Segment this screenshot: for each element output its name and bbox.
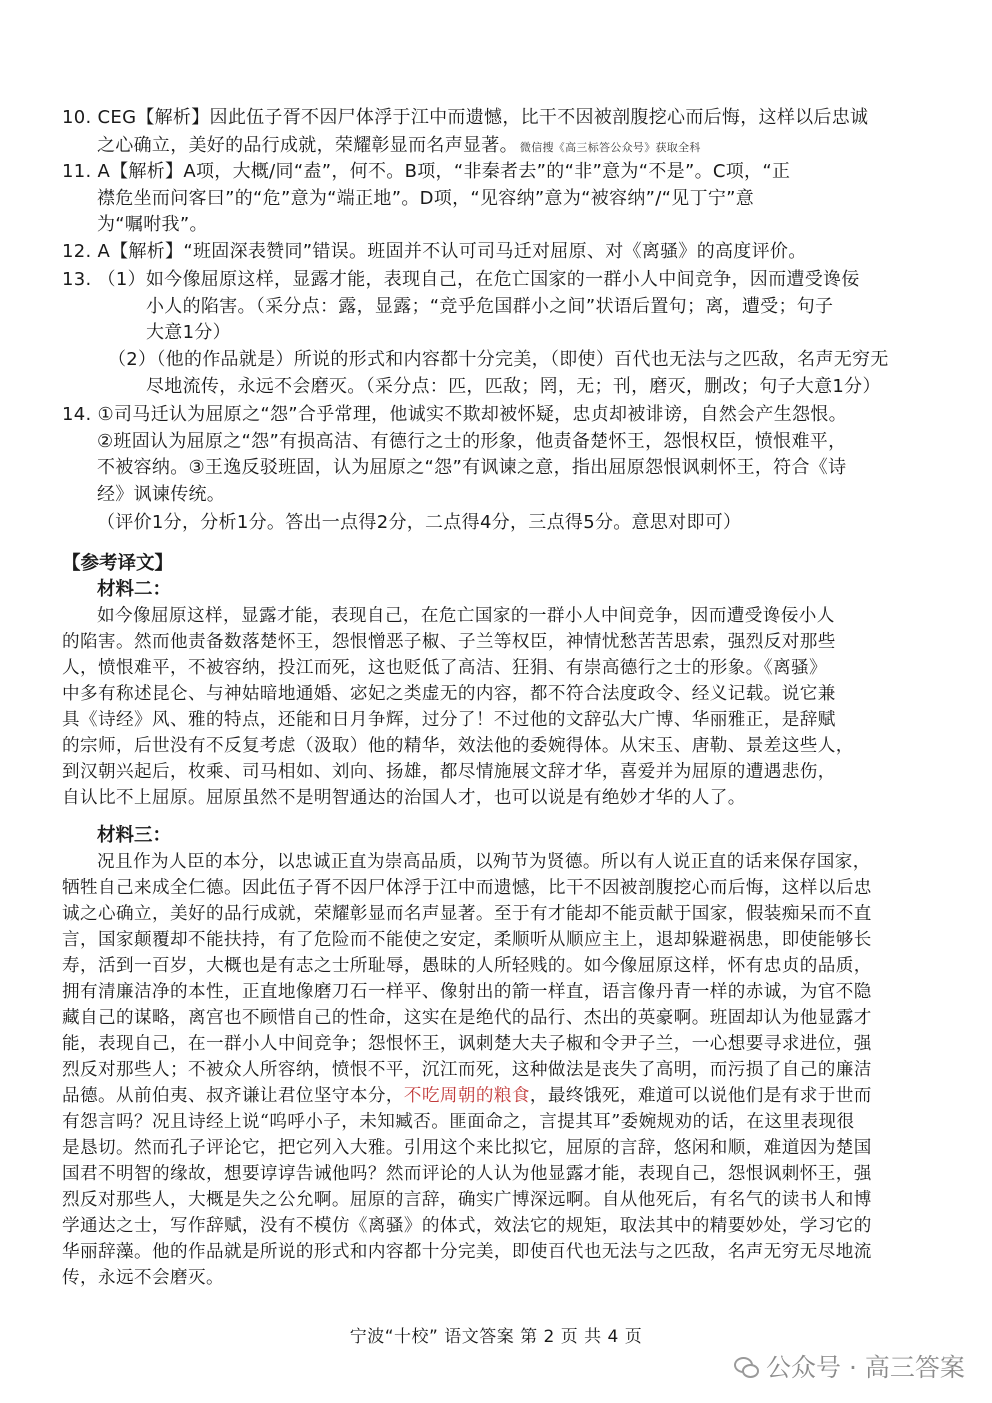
material-3-line: 言，国家颠覆却不能扶持，有了危险而不能使之安定，柔顺听从顺应主上，退却躲避祸患，即使能够长 [62,930,872,950]
page-footer: 宁波“十校” 语文答案 第 2 页 共 4 页 [349,1327,643,1347]
answer-14-line-3: 不被容纳。③王逸反驳班固，认为屈原之“怨”有讽谏之意，指出屈原怨恨讽刺怀王，符合《诗 [97,457,847,478]
translation-heading: 【参考译文】 [62,553,174,574]
answer-13-1-line-1: 13. （1）如今像屈原这样，显露才能，表现自己，在危亡国家的一群小人中间竞争，因而遭受谗佞 [62,269,860,290]
answer-13-2-line-1: （2）（他的作品就是）所说的形式和内容都十分完美，（即使）百代也无法与之匹敌，名声无穷无 [108,349,889,370]
material-3-line-start: 品德。从前伯夷、叔齐谦让君位坚守本分， [62,1086,404,1106]
material-3-line: 寿，活到一百岁，大概也是有志之士所耻辱，愚昧的人所轻贱的。如今像屈原这样，怀有忠贞的品质， [62,956,872,976]
material-3-line: 传，永远不会磨灭。 [62,1268,224,1288]
material-2-line: 中多有称述昆仑、与神姑暗地通婚、宓妃之类虚无的内容，都不符合法度政令、经义记载。说它兼 [62,684,836,704]
material-3-line [62,1084,872,1108]
answer-11-line-3: 为“嘱咐我”。 [97,214,208,235]
material-3-red-annotation: 不吃周朝的粮食 [403,1086,530,1106]
answer-10-line-1: 10. CEG【解析】因此伍子胥不因尸体浮于江中而遗憾，比干不因被剖腹挖心而后悔，这样以后忠诚 [62,107,869,128]
material-3-line: 华丽辞藻。他的作品就是所说的形式和内容都十分完美，即使百代也无法与之匹敌，名声无穷无尽地流 [62,1242,872,1262]
answer-10-line-2 [97,134,701,160]
answer-10-line-2-text: 之心确立，美好的品行成就，荣耀彰显而名声显著。 [97,135,518,156]
material-3-line: 牺牲自己来成全仁德。因此伍子胥不因尸体浮于江中而遗憾，比干不因被剖腹挖心而后悔，这样以后忠 [62,878,872,898]
material-2-line: 的陷害。然而他责备数落楚怀王，怨恨憎恶子椒、子兰等权臣，神情忧愁苦苦思索，强烈反对那些 [62,632,836,652]
material-2-title: 材料二： [97,579,172,600]
answer-13-2-line-2: 尽地流传，永远不会磨灭。（采分点：匹，匹敌；罔，无；刊，磨灭，删改；句子大意1分） [146,376,881,397]
answer-12: 12. A【解析】“班固深表赞同”错误。班固并不认可司马迁对屈原、对《离骚》的高度评价。 [62,241,807,262]
material-3-line: 况且作为人臣的本分，以忠诚正直为崇高品质，以殉节为贤德。所以有人说正直的话来保存国家， [97,852,871,872]
material-3-line: 有怨言吗？况且诗经上说“呜呼小子，未知臧否。匪面命之，言提其耳”委婉规劝的话，在这里表现很 [62,1112,855,1132]
material-2-line: 如今像屈原这样，显露才能，表现自己，在危亡国家的一群小人中间竞争，因而遭受谗佞小人 [97,606,835,626]
material-3-line-end: ，最终饿死，难道可以说他们是有求于世而 [529,1086,872,1106]
material-2-line: 到汉朝兴起后，枚乘、司马相如、刘向、扬雄，都尽情施展文辞才华，喜爱并为屈原的遭遇悲伤， [62,762,836,782]
watermark [734,1348,965,1384]
material-3-line: 烈反对那些人，大概是失之公允啊。屈原的言辞，确实广博深远啊。自从他死后，有名气的读书人和博 [62,1190,872,1210]
answer-11-line-2: 襟危坐而问客曰”的“危”意为“端正地”。D项，“见容纳”意为“被容纳”/“见丁宁”意 [97,188,755,209]
material-3-line: 诚之心确立，美好的品行成就，荣耀彰显而名声显著。至于有才能却不能贡献于国家，假装痴呆而不直 [62,904,872,924]
material-3-title: 材料三： [97,825,172,846]
material-2-line: 人，愤恨难平，不被容纳，投江而死，这也贬低了高洁、狂狷、有崇高德行之士的形象。《离骚》 [62,658,827,678]
material-3-line: 烈反对那些人；不被众人所容纳，愤恨不平，沉江而死，这种做法是丧失了高明，而污损了自己的廉洁 [62,1060,872,1080]
material-3-line: 国君不明智的缘故，想要谆谆告诫他吗？然而评论的人认为他显露才能，表现自己，怨恨讽刺怀王，强 [62,1164,872,1184]
material-2-line: 自认比不上屈原。屈原虽然不是明智通达的治国人才，也可以说是有绝妙才华的人了。 [62,788,746,808]
wechat-note: 微信搜《高三标答公众号》获取全科 [519,141,701,154]
material-2-line: 的宗师，后世没有不反复考虑（汲取）他的精华，效法他的委婉得体。从宋玉、唐勒、景差这些人， [62,736,854,756]
material-3-line: 拥有清廉洁净的本性，正直地像磨刀石一样平、像射出的箭一样直，语言像丹青一样的赤诚，为官不隐 [62,982,872,1002]
answer-11-line-1: 11. A【解析】A项，大概/同“盍”，何不。B项，“非秦者去”的“非”意为“不是”。C项，“正 [62,161,791,182]
material-3-line: 能，表现自己，在一群小人中间竞争；怨恨怀王，讽刺楚大夫子椒和令尹子兰，一心想要寻求进位，强 [62,1034,872,1054]
answer-14-scoring: （评价1分，分析1分。答出一点得2分，二点得4分，三点得5分。意思对即可） [97,512,742,533]
material-3-line: 学通达之士，写作辞赋，没有不模仿《离骚》的体式，效法它的规矩，取法其中的精要妙处，学习它的 [62,1216,872,1236]
answer-13-1-line-2: 小人的陷害。（采分点：露，显露；“竞乎危国群小之间”状语后置句；离，遭受；句子 [146,296,834,317]
material-3-line: 藏自己的谋略，离宫也不顾惜自己的性命，这实在是绝代的品行、杰出的英豪啊。班固却认为他显露才 [62,1008,872,1028]
wechat-icon [734,1355,756,1377]
watermark-text: 公众号 · 高三答案 [766,1353,965,1382]
answer-14-line-1: 14. ①司马迁认为屈原之“怨”合乎常理，他诚实不欺却被怀疑，忠贞却被诽谤，自然会产生怨恨。 [62,404,847,425]
material-3-line: 是恳切。然而孔子评论它，把它列入大雅。引用这个来比拟它，屈原的言辞，悠闲和顺，难道因为楚国 [62,1138,872,1158]
material-2-line: 具《诗经》风、雅的特点，还能和日月争辉，过分了！不过他的文辞弘大广博、华丽雅正，是辞赋 [62,710,836,730]
answer-14-line-4: 经》讽谏传统。 [97,484,226,505]
answer-13-1-line-3: 大意1分） [146,322,231,343]
answer-14-line-2: ②班固认为屈原之“怨”有损高洁、有德行之士的形象，他责备楚怀王，怨恨权臣，愤恨难平， [97,431,847,452]
